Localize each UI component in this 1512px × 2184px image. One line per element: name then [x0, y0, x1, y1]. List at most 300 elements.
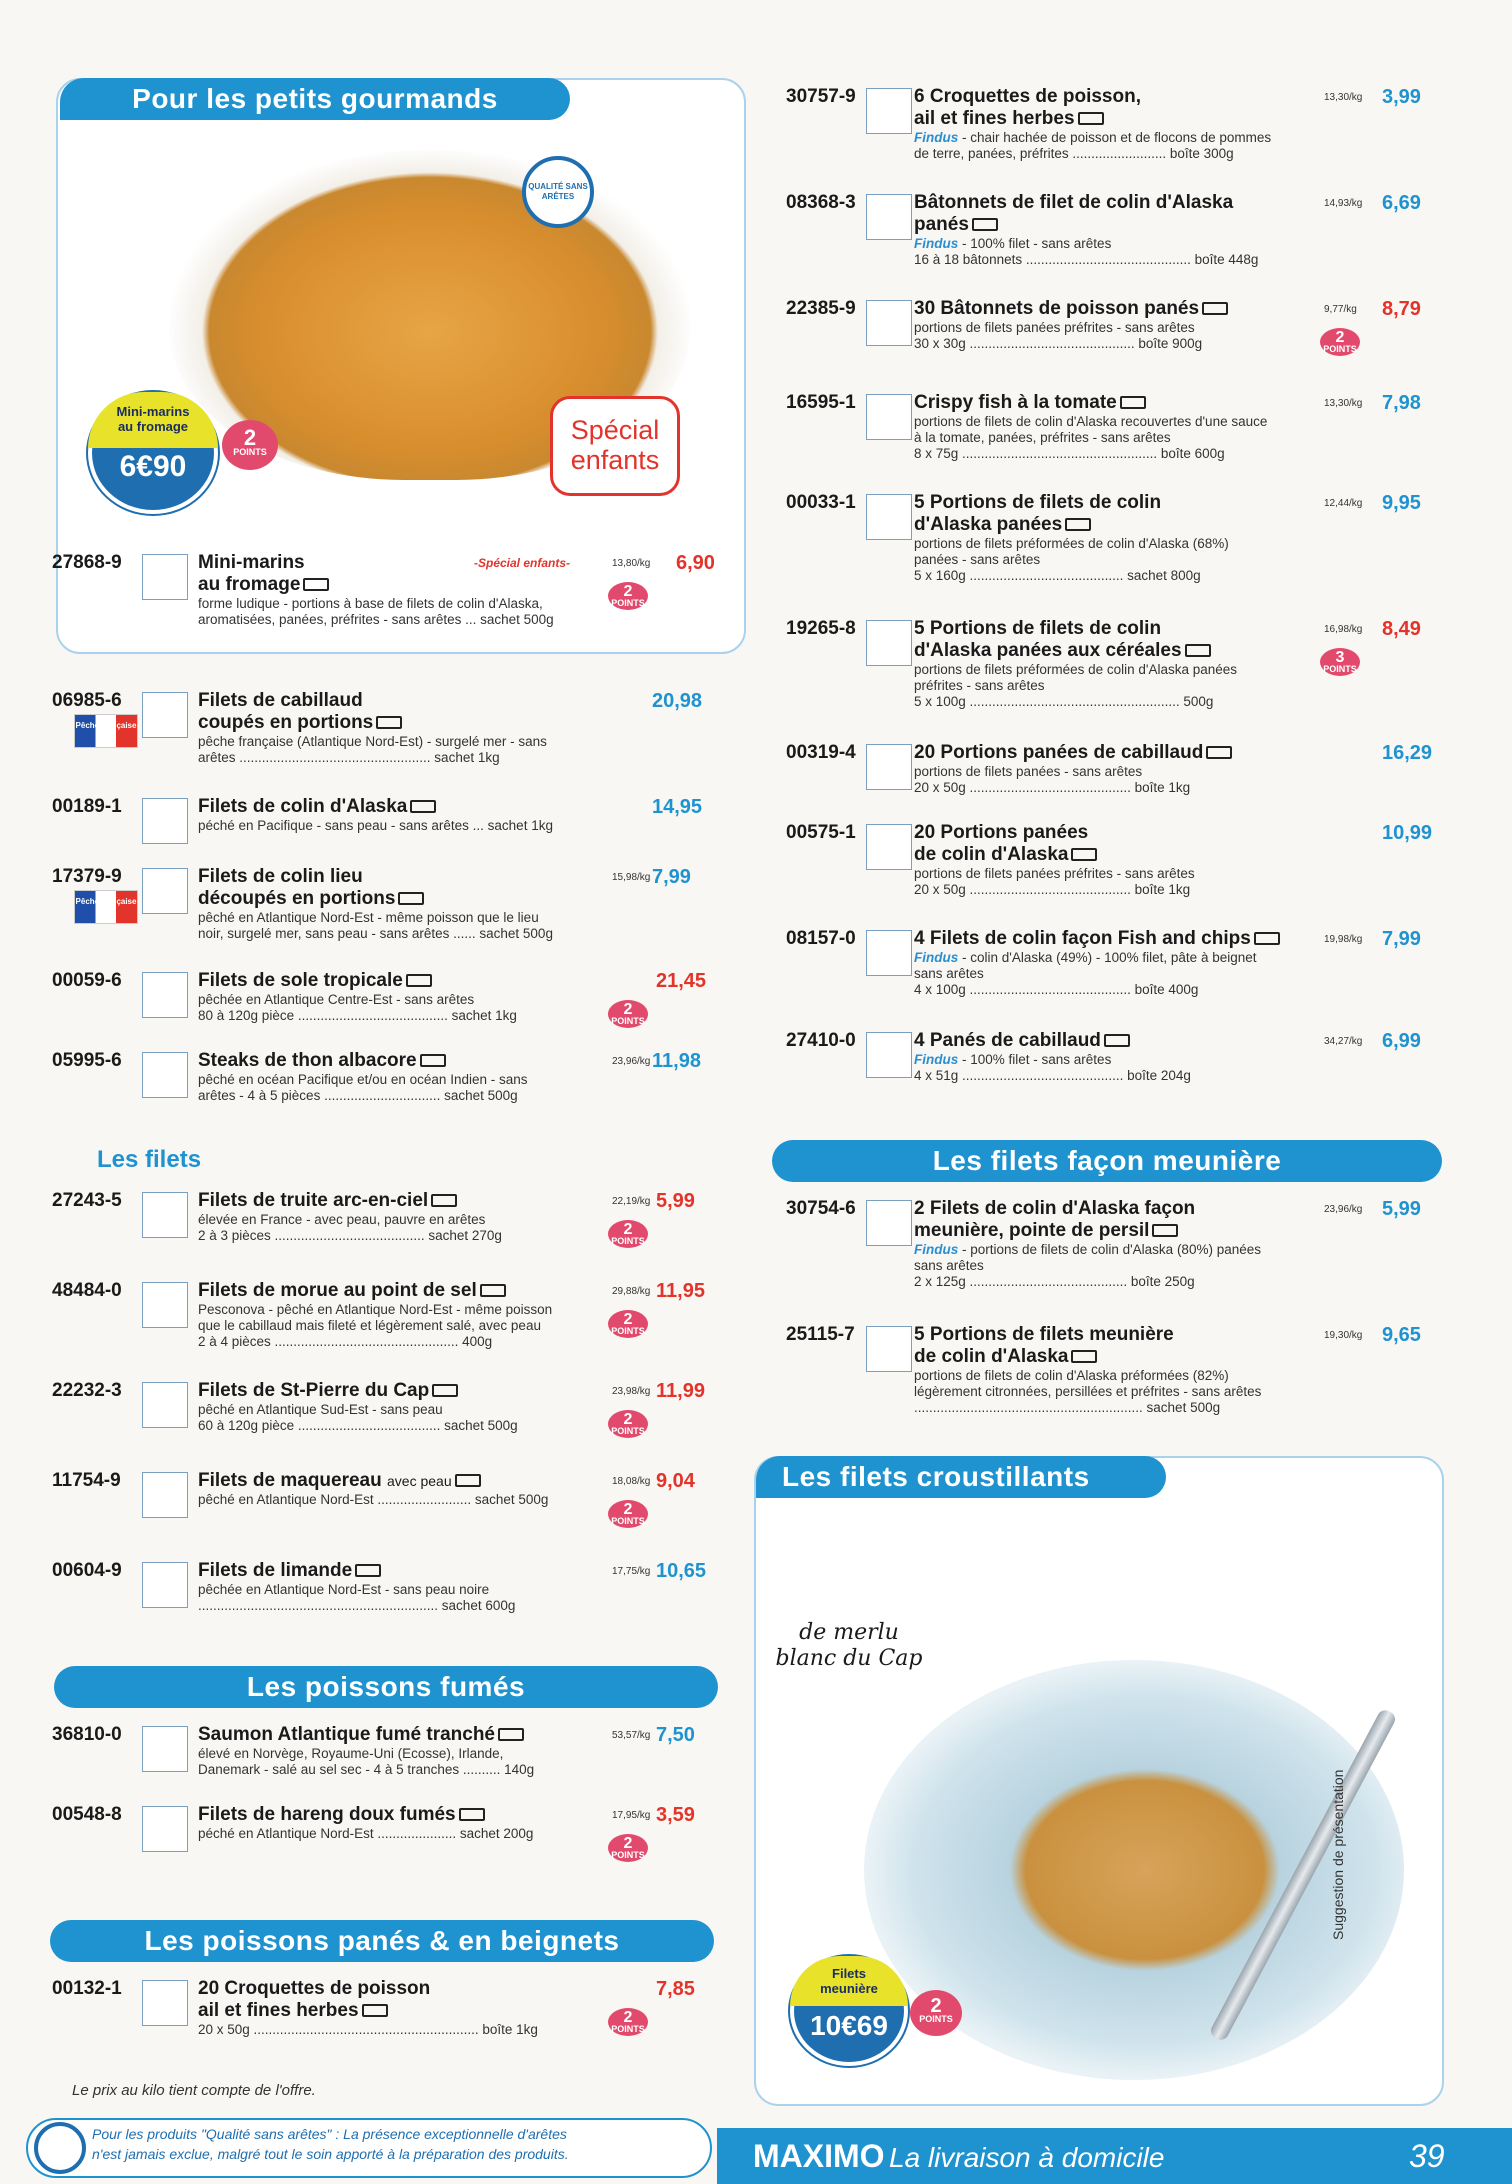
- peche-francaise-flag: Pêche française: [74, 890, 138, 924]
- product-text: [914, 298, 1294, 352]
- product-code: 27410-0: [786, 1030, 856, 1051]
- quantity-checkbox[interactable]: [866, 744, 912, 790]
- points-badge: [608, 1410, 648, 1438]
- product-description: [198, 734, 588, 766]
- product-code: 06985-6: [52, 690, 122, 711]
- product-code: 08157-0: [786, 928, 856, 949]
- product-price: 5,99: [656, 1190, 695, 1212]
- product-code: 48484-0: [52, 1280, 122, 1301]
- packaging-icon: [406, 974, 432, 987]
- points-badge: [608, 582, 648, 610]
- product-row: [52, 1280, 720, 1350]
- price-per-kg: 13,80/kg: [612, 558, 651, 569]
- product-name: [198, 1190, 588, 1212]
- product-name-text: 30 Bâtonnets de poisson panés: [914, 298, 1200, 319]
- packaging-icon: [1202, 302, 1228, 315]
- quantity-checkbox[interactable]: [142, 1472, 188, 1518]
- product-row: [52, 866, 720, 941]
- product-description: [198, 2022, 588, 2038]
- product-text: [198, 1050, 588, 1104]
- product-code: 36810-0: [52, 1724, 122, 1745]
- points-value: 2: [1335, 329, 1345, 346]
- points-badge: [1320, 648, 1360, 676]
- product-description-text: élevée en France - avec peau, pauvre en arêtes 2 à 3 pièces ........................................ sachet 270g: [198, 1212, 502, 1243]
- promo-points-badge: 2 POINTS: [222, 420, 278, 470]
- peche-francaise-flag: Pêche française: [74, 714, 138, 748]
- product-description: [914, 1368, 1294, 1416]
- promo2-badge-title: Filets meunière: [790, 1956, 908, 2006]
- product-description-text: portions de filets panées - sans arêtes 20 x 50g ........................................... boîte 1kg: [914, 764, 1191, 795]
- product-row: [774, 298, 1442, 368]
- product-description: [198, 1492, 588, 1508]
- product-description: [914, 1052, 1294, 1084]
- product-description: [914, 866, 1294, 898]
- page-number: 39: [1409, 2138, 1445, 2174]
- product-price: 10,99: [1382, 822, 1433, 844]
- product-code: 19265-8: [786, 618, 856, 639]
- product-text: [914, 822, 1294, 898]
- product-name-text: Filets de truite arc-en-ciel: [198, 1190, 429, 1211]
- section-title-petits: Pour les petits gourmands: [60, 78, 570, 120]
- product-name-text: 20 Croquettes de poisson ail et fines herbes: [198, 1978, 431, 2021]
- product-description-text: péché en Atlantique Nord-Est ..................... sachet 200g: [198, 1826, 534, 1841]
- product-name-text: Filets de maquereau: [198, 1470, 382, 1491]
- quantity-checkbox[interactable]: [866, 1326, 912, 1372]
- packaging-icon: [455, 1474, 481, 1487]
- product-description-text: - colin d'Alaska (49%) - 100% filet, pâte à beignet sans arêtes 4 x 100g ........................................... boîte 400g: [914, 950, 1257, 997]
- packaging-icon: [410, 800, 436, 813]
- product-price: 11,95: [656, 1280, 705, 1302]
- points-badge: [608, 2008, 648, 2036]
- price-per-kg: 14,93/kg: [1324, 198, 1363, 209]
- product-description: [914, 130, 1294, 162]
- product-name: [914, 86, 1294, 130]
- packaging-icon: [362, 2004, 388, 2017]
- product-name-text: Filets de cabillaud coupés en portions: [198, 690, 374, 733]
- price-per-kg: 22,19/kg: [612, 1196, 651, 1207]
- product-row: [774, 1030, 1442, 1100]
- product-code: 00548-8: [52, 1804, 122, 1825]
- product-code: 22385-9: [786, 298, 856, 319]
- quantity-checkbox[interactable]: [866, 88, 912, 134]
- product-text: [198, 1470, 588, 1508]
- section-title-fumes: Les poissons fumés: [54, 1666, 718, 1708]
- product-description-text: Pesconova - pêché en Atlantique Nord-Est - même poisson que le cabillaud mais fileté et légèrement salé, avec peau 2 à 4 pièces ................................................. 400g: [198, 1302, 553, 1349]
- product-code: 05995-6: [52, 1050, 122, 1071]
- product-name-text: Filets de sole tropicale: [198, 970, 403, 991]
- product-brand: Findus: [914, 236, 959, 251]
- product-description: [198, 1072, 588, 1104]
- product-name-text: 4 Panés de cabillaud: [914, 1030, 1101, 1051]
- product-name-text: 6 Croquettes de poisson, ail et fines herbes: [914, 86, 1141, 129]
- product-text: [198, 970, 588, 1024]
- product-price: 6,69: [1382, 192, 1421, 214]
- product-name-text: Bâtonnets de filet de colin d'Alaska panés: [914, 192, 1234, 235]
- product-name-text: Filets de morue au point de sel: [198, 1280, 477, 1301]
- special-enfants-badge: Spécial enfants: [550, 396, 680, 496]
- points-word: POINTS: [1323, 664, 1357, 674]
- product-description: [198, 992, 588, 1024]
- packaging-icon: [1185, 644, 1211, 657]
- product-name: [914, 618, 1294, 662]
- product-brand: Findus: [914, 130, 959, 145]
- quantity-checkbox[interactable]: [142, 1726, 188, 1772]
- product-name-text: Filets de St-Pierre du Cap: [198, 1380, 430, 1401]
- product-description: [198, 818, 588, 834]
- price-per-kg: 16,98/kg: [1324, 624, 1363, 635]
- product-row: [52, 970, 720, 1040]
- product-text: [198, 1560, 588, 1614]
- product-code: 00604-9: [52, 1560, 122, 1581]
- footer-tagline: La livraison à domicile: [889, 2142, 1165, 2173]
- product-name: [914, 1198, 1294, 1242]
- product-price: 7,99: [1382, 928, 1421, 950]
- product-description: [198, 596, 588, 628]
- packaging-icon: [480, 1284, 506, 1297]
- packaging-icon: [420, 1054, 446, 1067]
- product-code: 16595-1: [786, 392, 856, 413]
- suggestion-note: Suggestion de présentation: [1330, 1769, 1346, 1940]
- product-price: 5,99: [1382, 1198, 1421, 1220]
- price-per-kg: 12,44/kg: [1324, 498, 1363, 509]
- packaging-icon: [303, 578, 329, 591]
- product-row: [52, 552, 720, 627]
- product-name: [198, 1978, 588, 2022]
- product-description-text: péché en Pacifique - sans peau - sans arêtes ... sachet 1kg: [198, 818, 553, 833]
- product-code: 30754-6: [786, 1198, 856, 1219]
- product-name: [198, 1470, 588, 1492]
- price-per-kg: 23,96/kg: [1324, 1204, 1363, 1215]
- product-brand: Findus: [914, 1052, 959, 1067]
- price-per-kg: 29,88/kg: [612, 1286, 651, 1297]
- product-price: 10,65: [656, 1560, 707, 1582]
- product-price: 14,95: [652, 796, 703, 818]
- points-word: POINTS: [611, 2024, 645, 2034]
- product-text: [914, 492, 1294, 584]
- quantity-checkbox[interactable]: [142, 1980, 188, 2026]
- product-name: [198, 1280, 588, 1302]
- promo2-badge-price: 10€69: [810, 2010, 888, 2041]
- quantity-checkbox[interactable]: [142, 1382, 188, 1428]
- product-name: [198, 1380, 588, 1402]
- quantity-checkbox[interactable]: [866, 194, 912, 240]
- packaging-icon: [1065, 518, 1091, 531]
- product-price: 11,99: [656, 1380, 705, 1402]
- product-name: [198, 1804, 588, 1826]
- points-word: POINTS: [611, 1236, 645, 1246]
- quantity-checkbox[interactable]: [142, 1282, 188, 1328]
- product-description: [914, 764, 1294, 796]
- product-name-text: 20 Portions panées de cabillaud: [914, 742, 1204, 763]
- points-badge: [608, 1834, 648, 1862]
- product-description: [198, 1826, 588, 1842]
- product-description-text: pêche française (Atlantique Nord-Est) - surgelé mer - sans arêtes ................................................... sachet 1kg: [198, 734, 547, 765]
- product-name: [914, 492, 1294, 536]
- points-badge: [608, 1500, 648, 1528]
- product-name-text: 20 Portions panées de colin d'Alaska: [914, 822, 1089, 865]
- product-description-text: portions de filets de colin d'Alaska recouvertes d'une sauce à la tomate, panées, préfrites - sans arêtes 8 x 75g .................................................... boîte 600g: [914, 414, 1268, 461]
- product-description: [914, 950, 1294, 998]
- packaging-icon: [1206, 746, 1232, 759]
- product-price: 20,98: [652, 690, 703, 712]
- product-text: [198, 1724, 588, 1778]
- product-description: [914, 236, 1294, 268]
- quantity-checkbox[interactable]: [142, 972, 188, 1018]
- product-description: [198, 1302, 588, 1350]
- product-row: [52, 1804, 720, 1874]
- product-price: 21,45: [656, 970, 707, 992]
- quantity-checkbox[interactable]: [142, 1562, 188, 1608]
- product-row: [52, 1560, 720, 1630]
- promo2-points-badge: 2 POINTS: [910, 1990, 962, 2036]
- product-price: 11,98: [652, 1050, 701, 1072]
- product-text: [198, 1978, 588, 2038]
- points-word: POINTS: [611, 1516, 645, 1526]
- quantity-checkbox[interactable]: [142, 692, 188, 738]
- promo-badge-title: Mini-marins au fromage: [88, 392, 218, 448]
- price-per-kg: 17,95/kg: [612, 1810, 651, 1821]
- price-per-kg: 53,57/kg: [612, 1730, 651, 1741]
- product-description: [198, 1402, 588, 1434]
- product-description: [198, 1746, 588, 1778]
- quality-badge: QUALITÉ SANS ARÊTES: [522, 156, 594, 228]
- product-name-text: Steaks de thon albacore: [198, 1050, 417, 1071]
- product-price: 8,49: [1382, 618, 1421, 640]
- product-name-text: Crispy fish à la tomate: [914, 392, 1117, 413]
- points-word: POINTS: [611, 598, 645, 608]
- product-row: [52, 1050, 720, 1120]
- quantity-checkbox[interactable]: [142, 868, 188, 914]
- product-code: 00189-1: [52, 796, 122, 817]
- points-badge: [608, 1000, 648, 1028]
- promo-badge-price: 6€90: [119, 450, 187, 483]
- product-name: [914, 742, 1294, 764]
- quality-footer-icon: [34, 2122, 86, 2174]
- product-description-text: portions de filets préformées de colin d'Alaska (68%) panées - sans arêtes 5 x 160g ......................................... sachet 800g: [914, 536, 1229, 583]
- section-title-panes: Les poissons panés & en beignets: [50, 1920, 714, 1962]
- product-text: [198, 796, 588, 834]
- product-text: [914, 1324, 1294, 1416]
- product-brand: Findus: [914, 1242, 959, 1257]
- footer-band: [717, 2128, 1512, 2184]
- product-description: [198, 1212, 588, 1244]
- packaging-icon: [398, 892, 424, 905]
- product-row: [52, 1724, 720, 1794]
- product-row: [52, 1380, 720, 1450]
- product-description-text: pêchée en Atlantique Nord-Est - sans peau noire ................................................................ sachet 600g: [198, 1582, 516, 1613]
- product-row: [774, 86, 1442, 161]
- product-description-text: pêchée en Atlantique Centre-Est - sans arêtes 80 à 120g pièce ........................................ sachet 1kg: [198, 992, 517, 1023]
- product-row: [774, 1198, 1442, 1289]
- quality-footer-text: Pour les produits "Qualité sans arêtes" : La présence exceptionnelle d'arêtes n'est jamais exclue, malgré tout le soin apporté à la préparation des produits.: [92, 2126, 569, 2162]
- quantity-checkbox[interactable]: [142, 554, 188, 600]
- product-row: [774, 492, 1442, 583]
- product-text: [198, 1380, 588, 1434]
- points-value: 2: [623, 1501, 633, 1518]
- quantity-checkbox[interactable]: [142, 1192, 188, 1238]
- product-text: [914, 1030, 1294, 1084]
- price-per-kg: 17,75/kg: [612, 1566, 651, 1577]
- product-price: 8,79: [1382, 298, 1421, 320]
- product-name: [914, 298, 1294, 320]
- product-brand: Findus: [914, 950, 959, 965]
- product-name-text: Filets de colin lieu découpés en portions: [198, 866, 396, 909]
- quantity-checkbox[interactable]: [866, 620, 912, 666]
- product-row: [52, 690, 720, 765]
- quantity-checkbox[interactable]: [142, 1052, 188, 1098]
- product-name: [198, 970, 588, 992]
- product-text: [198, 866, 588, 942]
- product-description-text: - chair hachée de poisson et de flocons de pommes de terre, panées, préfrites ......................... boîte 300g: [914, 130, 1272, 161]
- packaging-icon: [1071, 848, 1097, 861]
- price-per-kg: 23,96/kg: [612, 1056, 651, 1067]
- product-description-text: élevé en Norvège, Royaume-Uni (Ecosse), Irlande, Danemark - salé au sel sec - 4 à 5 tranches .......... 140g: [198, 1746, 535, 1777]
- product-text: [914, 618, 1294, 710]
- packaging-icon: [1078, 112, 1104, 125]
- price-per-kg: 13,30/kg: [1324, 398, 1363, 409]
- product-description: [914, 662, 1294, 710]
- product-price: 3,59: [656, 1804, 695, 1826]
- product-name: [198, 866, 588, 910]
- quantity-checkbox[interactable]: [866, 394, 912, 440]
- product-text: [914, 928, 1294, 998]
- product-price: 9,95: [1382, 492, 1421, 514]
- quantity-checkbox[interactable]: [866, 1200, 912, 1246]
- handwritten-note: de merlu blanc du Cap: [775, 1620, 923, 1671]
- product-name-text: Mini-marins au fromage: [198, 552, 305, 595]
- product-row: [774, 1324, 1442, 1415]
- product-name: [198, 1724, 588, 1746]
- product-code: 27868-9: [52, 552, 122, 573]
- packaging-icon: [1120, 396, 1146, 409]
- points-value: 2: [623, 1221, 633, 1238]
- product-description-text: pêché en Atlantique Nord-Est ......................... sachet 500g: [198, 1492, 549, 1507]
- quantity-checkbox[interactable]: [866, 824, 912, 870]
- product-row: [774, 742, 1442, 812]
- price-note: Le prix au kilo tient compte de l'offre.: [72, 2082, 316, 2099]
- price-per-kg: 34,27/kg: [1324, 1036, 1363, 1047]
- product-text: [198, 1280, 588, 1350]
- product-code: 25115-7: [786, 1324, 855, 1345]
- product-description: [914, 1242, 1294, 1290]
- quantity-checkbox[interactable]: [866, 300, 912, 346]
- section-title-croustillants: Les filets croustillants: [756, 1456, 1166, 1498]
- product-code: 08368-3: [786, 192, 856, 213]
- product-price: 3,99: [1382, 86, 1421, 108]
- product-description-text: pêché en Atlantique Sud-Est - sans peau 60 à 120g pièce ...................................... sachet 500g: [198, 1402, 518, 1433]
- packaging-icon: [1152, 1224, 1178, 1237]
- product-description: [914, 414, 1294, 462]
- product-price: 6,99: [1382, 1030, 1421, 1052]
- product-row: [52, 1470, 720, 1540]
- product-name-text: 4 Filets de colin façon Fish and chips: [914, 928, 1251, 949]
- product-text: [198, 690, 588, 766]
- product-name: [914, 928, 1294, 950]
- points-value: 2: [623, 1411, 633, 1428]
- product-text: [198, 1804, 588, 1842]
- points-word: POINTS: [1323, 344, 1357, 354]
- product-description: [198, 1582, 588, 1614]
- product-name: [198, 690, 588, 734]
- section-title-meuniere: Les filets façon meunière: [772, 1140, 1442, 1182]
- product-description-text: pêché en océan Pacifique et/ou en océan Indien - sans arêtes - 4 à 5 pièces ............................... sachet 500g: [198, 1072, 528, 1103]
- product-description-text: - 100% filet - sans arêtes 4 x 51g ........................................... boîte 204g: [914, 1052, 1191, 1083]
- points-value: 3: [1335, 649, 1345, 666]
- points-badge: [608, 1220, 648, 1248]
- product-row: [52, 1978, 720, 2048]
- points-badge: [608, 1310, 648, 1338]
- product-name-text: 5 Portions de filets meunière de colin d'Alaska: [914, 1324, 1174, 1367]
- product-description-text: pêché en Atlantique Nord-Est - même poisson que le lieu noir, surgelé mer, sans peau - sans arêtes ...... sachet 500g: [198, 910, 553, 941]
- price-per-kg: 19,98/kg: [1324, 934, 1363, 945]
- price-per-kg: 9,77/kg: [1324, 304, 1357, 315]
- product-row: [52, 796, 720, 866]
- product-price: 7,99: [652, 866, 691, 888]
- price-per-kg: 23,98/kg: [612, 1386, 651, 1397]
- footer-brand: MAXIMO: [753, 2138, 885, 2174]
- product-description: [198, 910, 588, 942]
- product-code: 00319-4: [786, 742, 856, 763]
- quantity-checkbox[interactable]: [866, 494, 912, 540]
- product-code: 30757-9: [786, 86, 856, 107]
- quantity-checkbox[interactable]: [866, 1032, 912, 1078]
- special-enfants-tag: -Spécial enfants-: [474, 556, 571, 570]
- product-text: [914, 1198, 1294, 1290]
- product-text: [914, 392, 1294, 462]
- quantity-checkbox[interactable]: [142, 798, 188, 844]
- product-price: 7,50: [656, 1724, 695, 1746]
- product-text: [914, 192, 1294, 268]
- packaging-icon: [1104, 1034, 1130, 1047]
- product-code: 00059-6: [52, 970, 122, 991]
- product-row: [774, 822, 1442, 897]
- product-row: [774, 618, 1442, 709]
- packaging-icon: [498, 1728, 524, 1741]
- product-code: 27243-5: [52, 1190, 122, 1211]
- product-row: [774, 392, 1442, 462]
- product-price: 9,65: [1382, 1324, 1421, 1346]
- product-name-text: Saumon Atlantique fumé tranché: [198, 1724, 495, 1745]
- product-name-text: 5 Portions de filets de colin d'Alaska panées aux céréales: [914, 618, 1182, 661]
- packaging-icon: [1254, 932, 1280, 945]
- product-description-text: 20 x 50g ............................................................ boîte 1kg: [198, 2022, 538, 2037]
- product-code: 00132-1: [52, 1978, 122, 1999]
- points-value: 2: [623, 1311, 633, 1328]
- price-per-kg: 13,30/kg: [1324, 92, 1363, 103]
- quantity-checkbox[interactable]: [142, 1806, 188, 1852]
- product-description-text: forme ludique - portions à base de filets de colin d'Alaska, aromatisées, panées, préfrites - sans arêtes ... sachet 500g: [198, 596, 554, 627]
- product-description-text: - portions de filets de colin d'Alaska (80%) panées sans arêtes 2 x 125g .......................................... boîte 250g: [914, 1242, 1261, 1289]
- product-text: [914, 86, 1294, 162]
- product-name: [914, 392, 1294, 414]
- product-description-text: portions de filets panées préfrites - sans arêtes 20 x 50g ........................................... boîte 1kg: [914, 866, 1195, 897]
- product-name: [198, 1560, 588, 1582]
- packaging-icon: [459, 1808, 485, 1821]
- packaging-icon: [432, 1384, 458, 1397]
- product-description-text: portions de filets de colin d'Alaska préformées (82%) légèrement citronnées, persillées et préfrites - sans arêtes ............................................................. sachet 500g: [914, 1368, 1262, 1415]
- product-row: [52, 1190, 720, 1260]
- product-name: [914, 192, 1294, 236]
- points-word: POINTS: [611, 1016, 645, 1026]
- product-price: 16,29: [1382, 742, 1433, 764]
- product-code: 00033-1: [786, 492, 856, 513]
- price-per-kg: 19,30/kg: [1324, 1330, 1363, 1341]
- packaging-icon: [376, 716, 402, 729]
- quantity-checkbox[interactable]: [866, 930, 912, 976]
- product-name-extra: avec peau: [387, 1473, 452, 1489]
- points-word: POINTS: [611, 1850, 645, 1860]
- packaging-icon: [355, 1564, 381, 1577]
